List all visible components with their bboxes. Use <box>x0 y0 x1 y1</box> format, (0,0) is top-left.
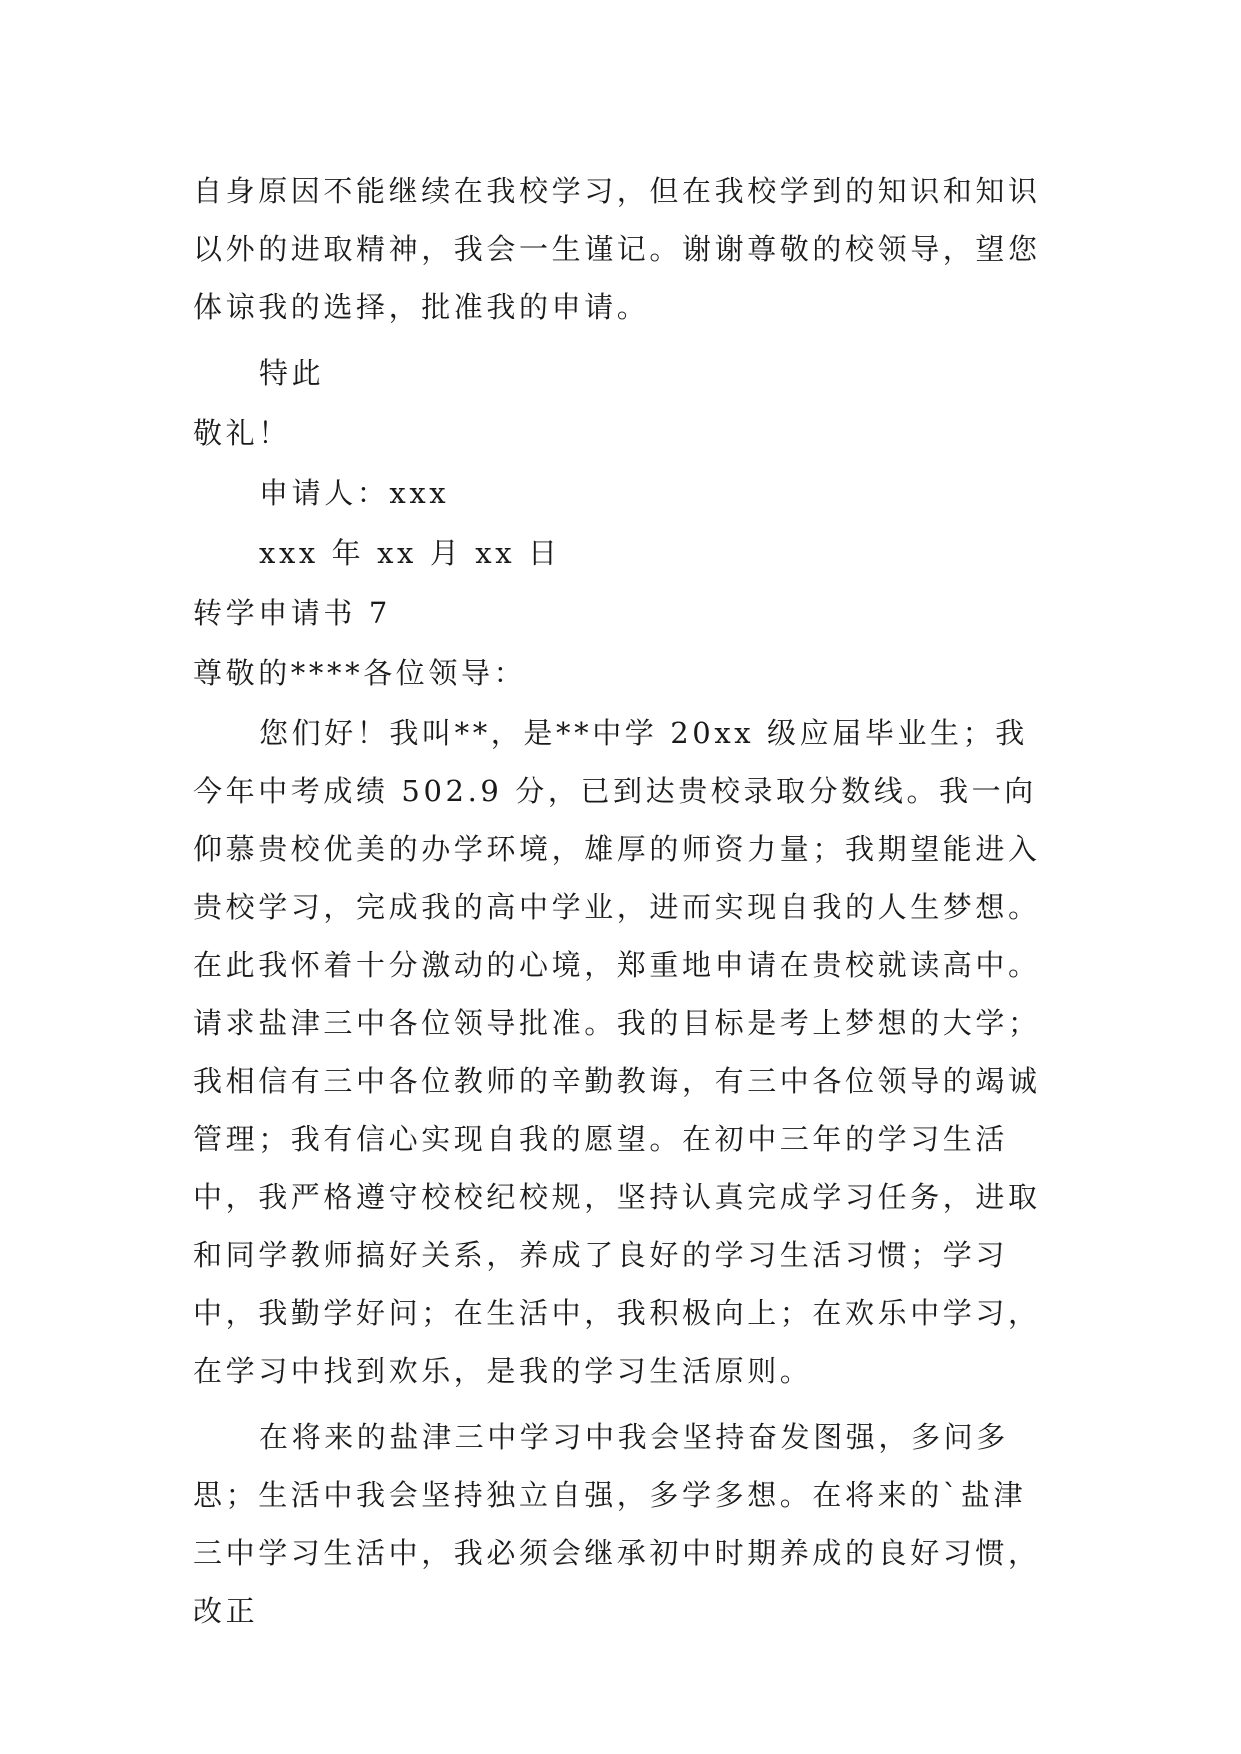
applicant-line: 申请人：xxx <box>259 476 450 510</box>
document-body <box>193 162 1053 1640</box>
salutation: 敬礼！ <box>193 416 291 450</box>
paragraph-1: 您们好！我叫**，是**中学 20xx 级应届毕业生；我今年中考成绩 502.9 分，已到达贵校录取分数线。我一向仰慕贵校优美的办学环境，雄厚的师资力量；我期望能进入贵校学习，完成我的高中学业，进而实现自我的人生梦想。在此我怀着十分激动的心境，郑重地申请在贵校就读高中。请求盐津三中各位领导批准。我的目标是考上梦想的大学；我相信有三中各位教师的辛勤教诲，有三中各位领导的竭诚管理；我有信心实现自我的愿望。在初中三年的学习生活中，我严格遵守校校纪校规，坚持认真完成学习任务，进取和同学教师搞好关系，养成了良好的学习生活习惯；学习中，我勤学好问；在生活中，我积极向上；在欢乐中学习，在学习中找到欢乐，是我的学习生活原则。 <box>193 716 1041 1388</box>
date-line: xxx 年 xx 月 xx 日 <box>259 536 561 570</box>
section-title: 转学申请书 7 <box>193 596 391 630</box>
paragraph-2: 在将来的盐津三中学习中我会坚持奋发图强，多问多思；生活中我会坚持独立自强，多学多想。在将来的`盐津三中学习生活中，我必须会继承初中时期养成的良好习惯，改正 <box>193 1420 1041 1628</box>
greeting-line: 尊敬的****各位领导： <box>193 656 527 690</box>
closing-phrase: 特此 <box>259 356 325 390</box>
paragraph-continuation: 自身原因不能继续在我校学习，但在我校学到的知识和知识以外的进取精神，我会一生谨记。谢谢尊敬的校领导，望您体谅我的选择，批准我的申请。 <box>193 174 1041 324</box>
